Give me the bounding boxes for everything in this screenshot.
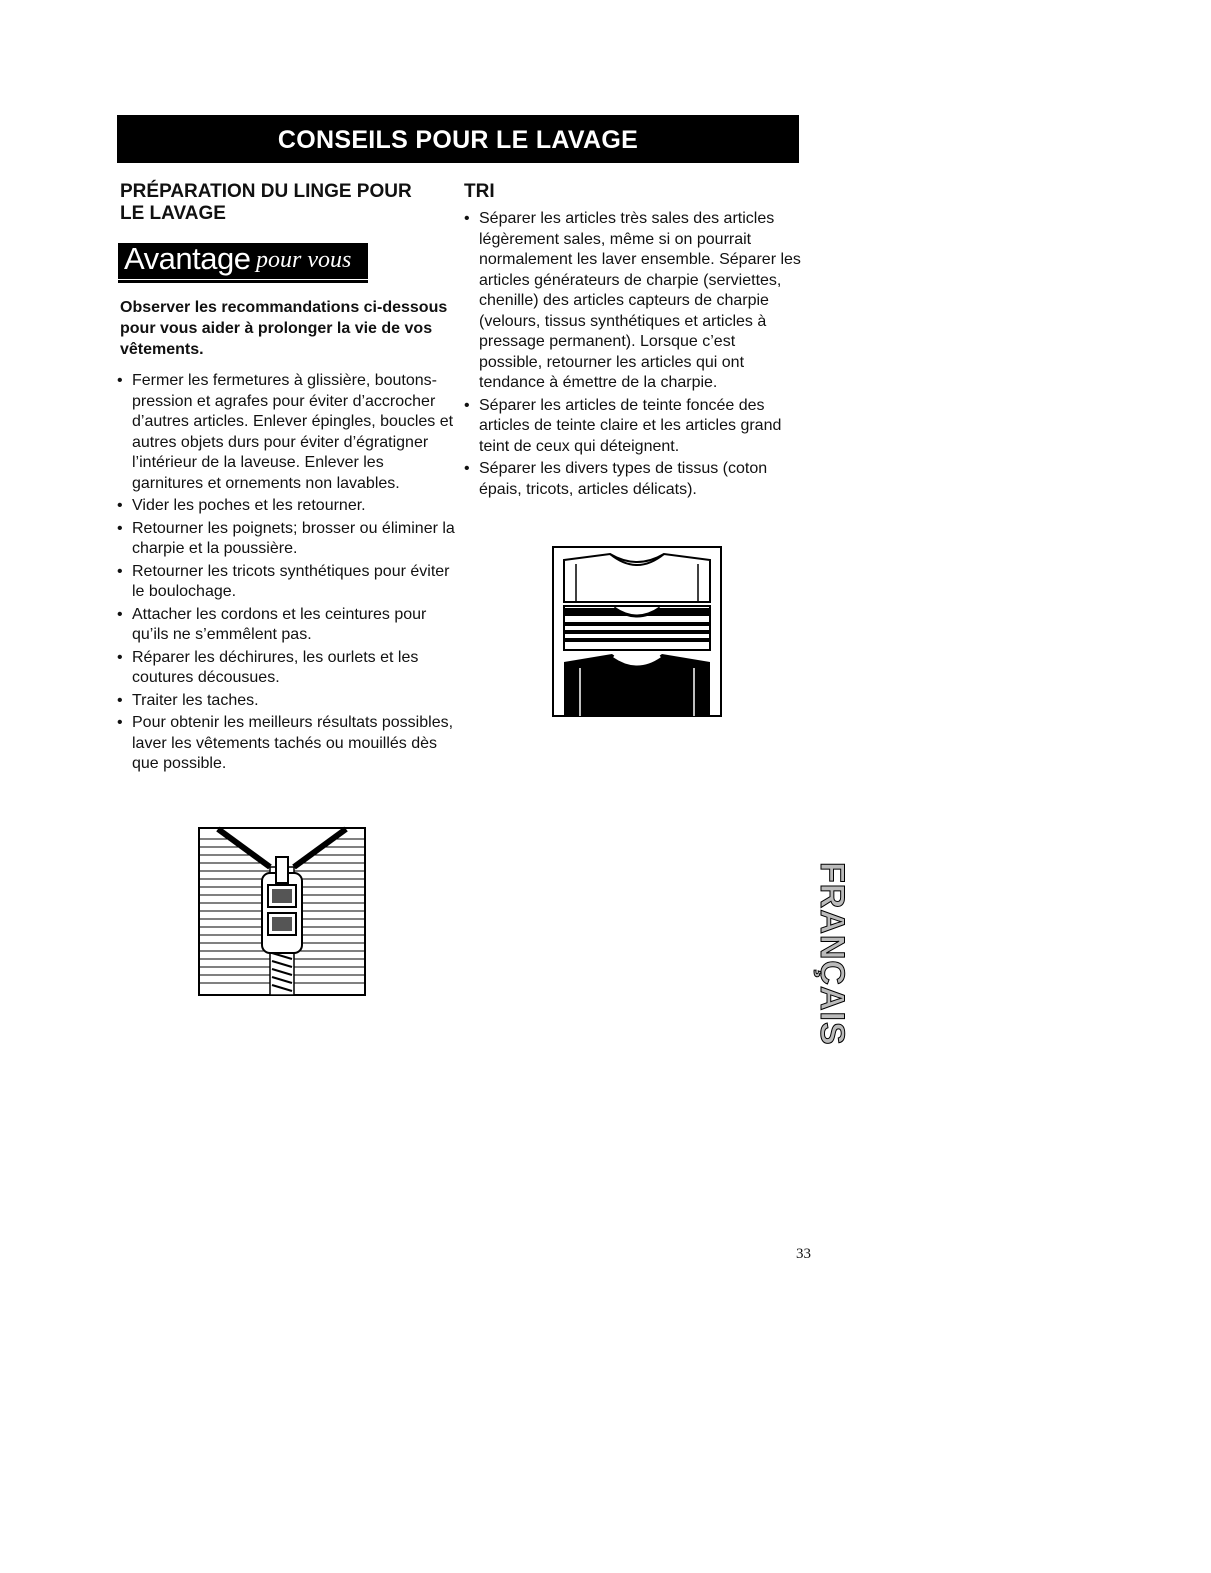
section-banner: CONSEILS POUR LE LAVAGE (117, 115, 799, 163)
heading-tri: TRI (464, 181, 495, 202)
list-item: • Séparer les articles de teinte foncée des articles de teinte claire et les articles grand teint de ceux qui déteignent. (464, 396, 802, 458)
zipper-illustration (198, 827, 366, 996)
page-number: 33 (796, 1246, 811, 1262)
badge-sub-text: pour vous (256, 247, 352, 273)
avantage-badge (118, 243, 368, 283)
badge-underline (118, 280, 368, 283)
stacked-shirts-illustration (552, 546, 722, 717)
badge-main-text: Avantage (124, 241, 251, 276)
list-item: • Séparer les divers types de tissus (coton épais, tricots, articles délicats). (464, 459, 802, 500)
list-item: • Attacher les cordons et les ceintures pour qu’ils ne s’emmêlent pas. (117, 605, 457, 646)
heading-preparation-line2: LE LAVAGE (120, 203, 226, 224)
list-item: • Pour obtenir les meilleurs résultats possibles, laver les vêtements tachés ou mouillés dès que possible. (117, 713, 457, 775)
preparation-list (117, 371, 457, 777)
list-item: • Traiter les taches. (117, 691, 457, 712)
list-item: • Fermer les fermetures à glissière, boutons-pression et agrafes pour éviter d’accrocher d’autres articles. Enlever épingles, boucles et autres objets durs pour éviter d’égratigner l’intérieur de la laveuse. Enlever les garnitures et ornements non lavables. (117, 371, 457, 494)
heading-preparation (120, 181, 450, 225)
tri-list (464, 209, 802, 502)
language-side-label (793, 862, 851, 1062)
list-item: • Vider les poches et les retourner. (117, 496, 457, 517)
intro-text: Observer les recommandations ci-dessous pour vous aider à prolonger la vie de vos vêtements. (120, 299, 448, 358)
list-item: • Retourner les tricots synthétiques pour éviter le boulochage. (117, 562, 457, 603)
side-label-text: FRANÇAIS (813, 862, 851, 1046)
list-item: • Réparer les déchirures, les ourlets et les coutures décousues. (117, 648, 457, 689)
heading-preparation-line1: PRÉPARATION DU LINGE POUR (120, 181, 412, 202)
list-item: • Retourner les poignets; brosser ou éliminer la charpie et la poussière. (117, 519, 457, 560)
list-item: • Séparer les articles très sales des articles légèrement sales, même si on pourrait normalement les laver ensemble. Séparer les articles générateurs de charpie (serviettes, chenille) des articles capteurs de charpie (velours, tissus synthétiques et articles à pressage permanent). Lorsque c’est possible, retourner les articles qui ont tendance à émettre de la charpie. (464, 209, 802, 394)
